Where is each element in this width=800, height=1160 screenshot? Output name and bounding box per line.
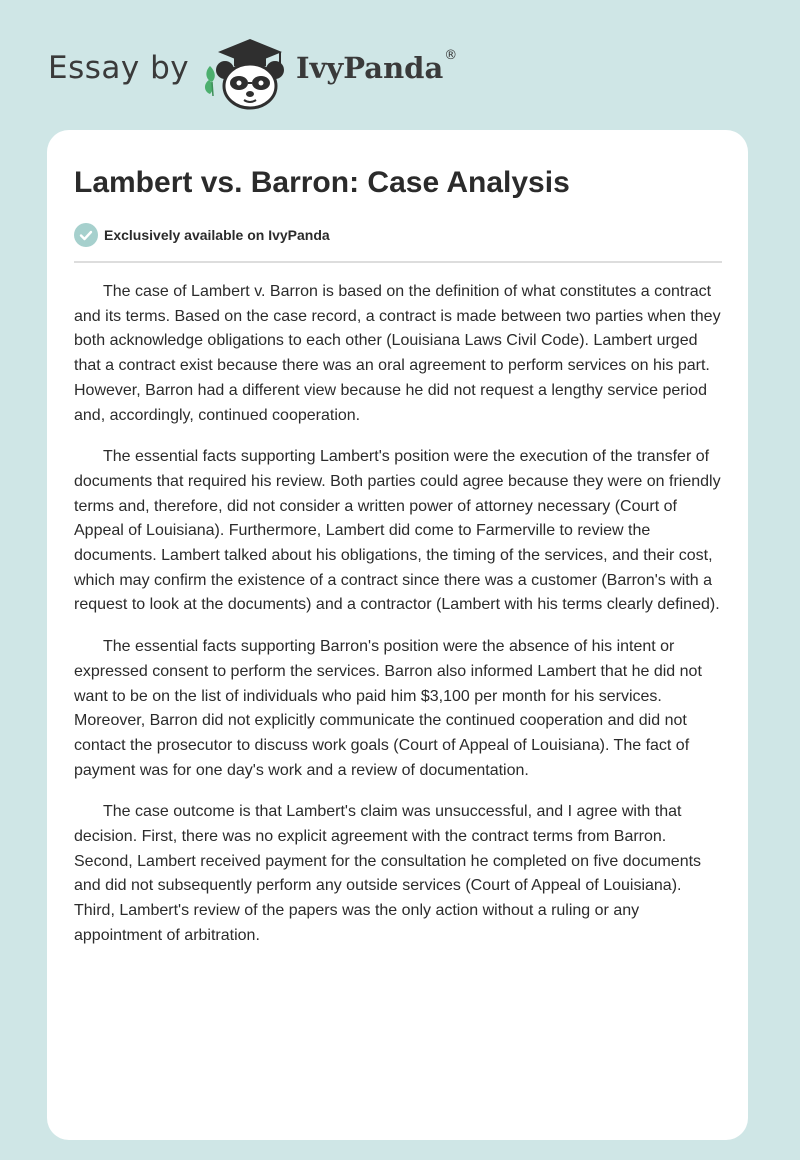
essay-body [74, 280, 724, 966]
registered-mark: ® [444, 48, 458, 63]
paragraph: The case outcome is that Lambert's claim was unsuccessful, and I agree with that decision. First, there was no explicit agreement with the contract terms from Barron. Second, Lambert received payment for the consultation he completed on five documents and did not subsequently perform any outside services (Court of Appeal of Louisiana). Third, Lambert's review of the papers was the only action without a ruling or any appointment of arbitration. [74, 803, 702, 944]
panda-graduate-icon[interactable] [200, 36, 292, 110]
site-header [0, 0, 800, 130]
essay-card [47, 130, 748, 1140]
check-circle-icon [74, 223, 98, 247]
paragraph: The essential facts supporting Lambert's position were the execution of the transfer of documents that required his review. Both parties could agree because they were on friendly terms and, therefore, did not consider a written power of attorney necessary (Court of Appeal of Louisiana). Furthermore, Lambert did come to Farmerville to review the documents. Lambert talked about his obligations, the timing of the services, and their cost, which may confirm the existence of a contract since there was a customer (Barron's with a request to look at the documents) and a contractor (Lambert with his terms clearly defined). [74, 448, 721, 614]
exclusive-label: Exclusively available on IvyPanda [104, 227, 330, 243]
brand-name-text: IvyPanda [296, 51, 444, 85]
exclusive-badge [74, 223, 330, 247]
page-title: Lambert vs. Barron: Case Analysis [74, 166, 570, 199]
divider [74, 261, 722, 263]
paragraph: The essential facts supporting Barron's position were the absence of his intent or expressed consent to perform the services. Barron also informed Lambert that he did not want to be on the list of individuals who paid him $3,100 per month for his services. Moreover, Barron did not explicitly communicate the continued cooperation and did not contact the prosecutor to discuss work goals (Court of Appeal of Louisiana). The fact of payment was for one day's work and a review of documentation. [74, 638, 702, 779]
ivypanda-wordmark[interactable] [296, 48, 458, 85]
paragraph: The case of Lambert v. Barron is based on the definition of what constitutes a contract and its terms. Based on the case record, a contract is made between two parties when they both acknowledge obligations to each other (Louisiana Laws Civil Code). Lambert urged that a contract exist because there was an oral agreement to perform services on his part. However, Barron had a different view because he did not request a lengthy service period and, accordingly, continued cooperation. [74, 283, 721, 424]
essay-by-label: Essay by [48, 50, 190, 86]
